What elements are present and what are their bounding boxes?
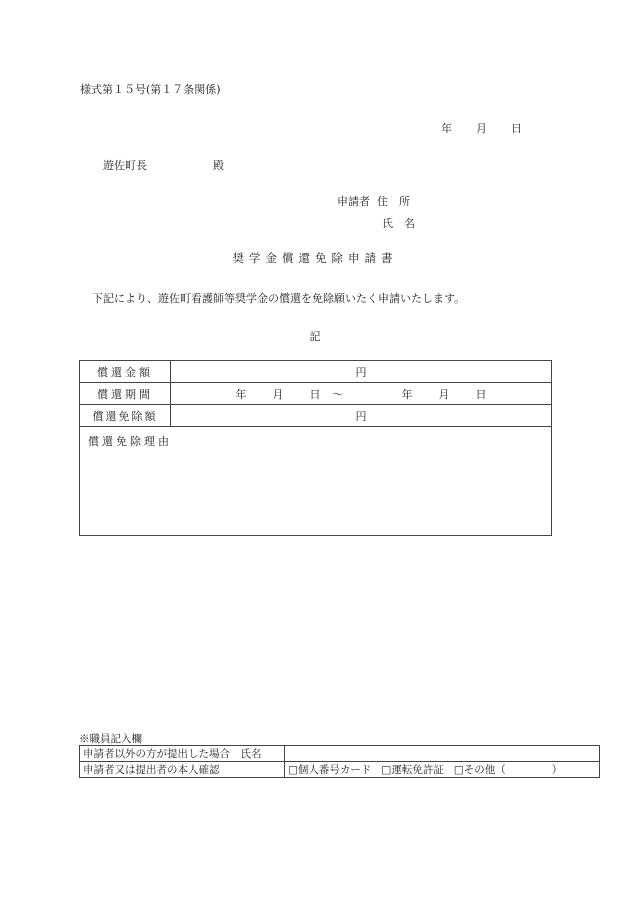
amount-label: 償還金額: [80, 361, 171, 383]
staff-section-title: ※職員記入欄: [79, 733, 142, 745]
identity-check-label: 申請者又は提出者の本人確認: [80, 762, 285, 778]
period-start-day: 日: [309, 387, 321, 401]
amount-field[interactable]: [171, 361, 552, 383]
period-end-day: 日: [475, 387, 487, 401]
exemption-row: [80, 405, 552, 427]
exemption-field[interactable]: [171, 405, 552, 427]
addressee: [103, 157, 224, 173]
amount-unit: 円: [355, 365, 367, 379]
form-number: 様式第１５号(第１７条関係): [80, 83, 221, 96]
option-other[interactable]: □その他（: [453, 764, 506, 776]
option-mynumber-card[interactable]: □個人番号カード: [288, 764, 372, 776]
period-label: 償還期間: [80, 383, 171, 405]
date-day: 日: [511, 122, 522, 135]
staff-table: [79, 745, 600, 778]
staff-row-identity: [80, 762, 600, 778]
date-line: [441, 120, 522, 136]
date-month: 月: [476, 122, 487, 135]
ki-mark: 記: [309, 330, 321, 343]
reason-row: [80, 427, 552, 536]
period-field[interactable]: [171, 383, 552, 405]
applicant-address-label: 住 所: [377, 195, 410, 208]
addressee-honorific: 殿: [213, 159, 224, 172]
applicant-address-row: [337, 193, 415, 215]
submitter-name-label: 申請者以外の方が提出した場合 氏名: [80, 746, 285, 762]
option-drivers-license[interactable]: □運転免許証: [381, 764, 444, 776]
period-row: [80, 383, 552, 405]
option-other-close: ）: [551, 764, 563, 776]
period-start-year: 年: [235, 387, 247, 401]
reason-field[interactable]: [80, 427, 552, 536]
addressee-name: 遊佐町長: [103, 159, 147, 172]
period-start-month: 月: [272, 387, 284, 401]
amount-row: [80, 361, 552, 383]
period-end-month: 月: [438, 387, 450, 401]
applicant-name-label: 氏 名: [382, 217, 415, 230]
exemption-unit: 円: [355, 409, 367, 423]
submitter-name-field[interactable]: [285, 746, 600, 762]
reason-label: 償還免除理由: [88, 435, 172, 448]
exemption-label: 償還免除額: [80, 405, 171, 427]
applicant-label: 申請者: [337, 195, 370, 208]
date-year: 年: [441, 122, 452, 135]
identity-check-options: [285, 762, 600, 778]
document-title: 奨学金償還免除申請書: [232, 251, 398, 265]
applicant-name-row: [337, 215, 415, 237]
period-end-year: 年: [401, 387, 413, 401]
applicant-block: [337, 193, 415, 237]
staff-row-submitter: [80, 746, 600, 762]
body-text: 下記により、遊佐町看護師等奨学金の償還を免除願いたく申請いたします。: [92, 292, 466, 305]
application-table: [79, 360, 552, 536]
period-tilde: 〜: [332, 387, 344, 401]
